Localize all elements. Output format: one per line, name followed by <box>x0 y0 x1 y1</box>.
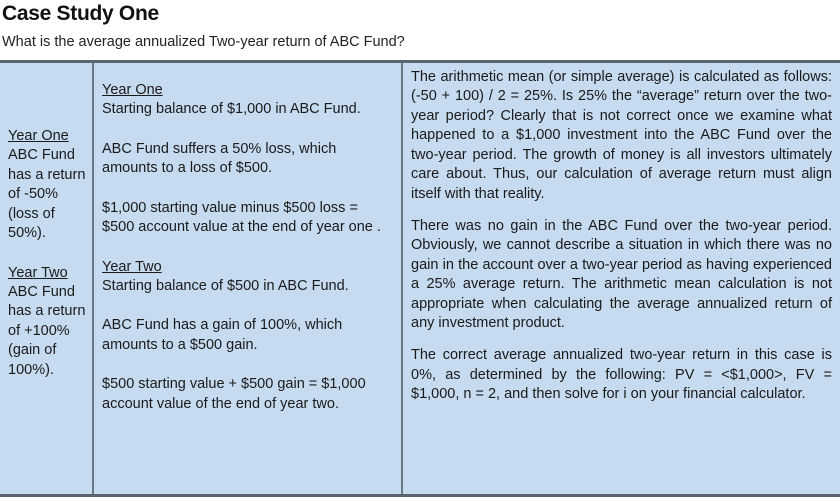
detail-year-two-p1: Starting balance of $500 in ABC Fund. <box>102 277 349 294</box>
bottom-rule <box>0 494 840 497</box>
detail-year-two-p3: $500 starting value + $500 gain = $1,000 account value of the end of year two. <box>102 376 366 412</box>
detail-year-two-p2: ABC Fund has a gain of 100%, which amounts to a $500 gain. <box>102 317 343 353</box>
case-study-table <box>0 63 840 494</box>
detail-year-one-p1: Starting balance of $1,000 in ABC Fund. <box>102 101 361 118</box>
summary-column <box>0 63 94 494</box>
detail-year-one-p2: ABC Fund suffers a 50% loss, which amounts to a loss of $500. <box>102 140 337 177</box>
year-one-summary: ABC Fund has a return of -50% (loss of 50%). <box>8 147 86 242</box>
year-two-heading: Year Two <box>8 264 68 281</box>
analysis-p3: The correct average annualized two-year return in this case is 0%, as determined by the following: PV = <$1,000>, FV = $1,000, n = 2, and then solve for i on your financial calculator. <box>411 347 832 403</box>
page-title: Case Study One <box>2 2 159 25</box>
year-one-heading: Year One <box>8 128 69 144</box>
analysis-column <box>403 63 840 494</box>
year-two-summary: ABC Fund has a return of +100% (gain of 100%). <box>8 283 86 378</box>
detail-column <box>94 63 403 494</box>
page-subtitle: What is the average annualized Two-year return of ABC Fund? <box>2 34 405 50</box>
analysis-p1: The arithmetic mean (or simple average) is calculated as follows: (-50 + 100) / 2 = 25%. Is 25% the “average” return over the two-year period? Clearly that is not correct once we examine what happened to a $1,000 investment into the ABC Fund over the two-year period. The growth of money is all investors ultimately care about. Thus, our calculation of average return must align itself with that reality. <box>411 69 832 202</box>
detail-year-one-heading: Year One <box>102 82 163 98</box>
analysis-p2: There was no gain in the ABC Fund over the two-year period. Obviously, we cannot describe a situation in which there was no gain in the account over a two-year period as having experienced a 25% average return. The arithmetic mean calculation is not appropriate when calculating the average annualized return of any investment product. <box>411 217 832 332</box>
detail-year-two-heading: Year Two <box>102 258 162 275</box>
detail-year-one-p3: $1,000 starting value minus $500 loss = $500 account value at the end of year one . <box>102 199 381 236</box>
